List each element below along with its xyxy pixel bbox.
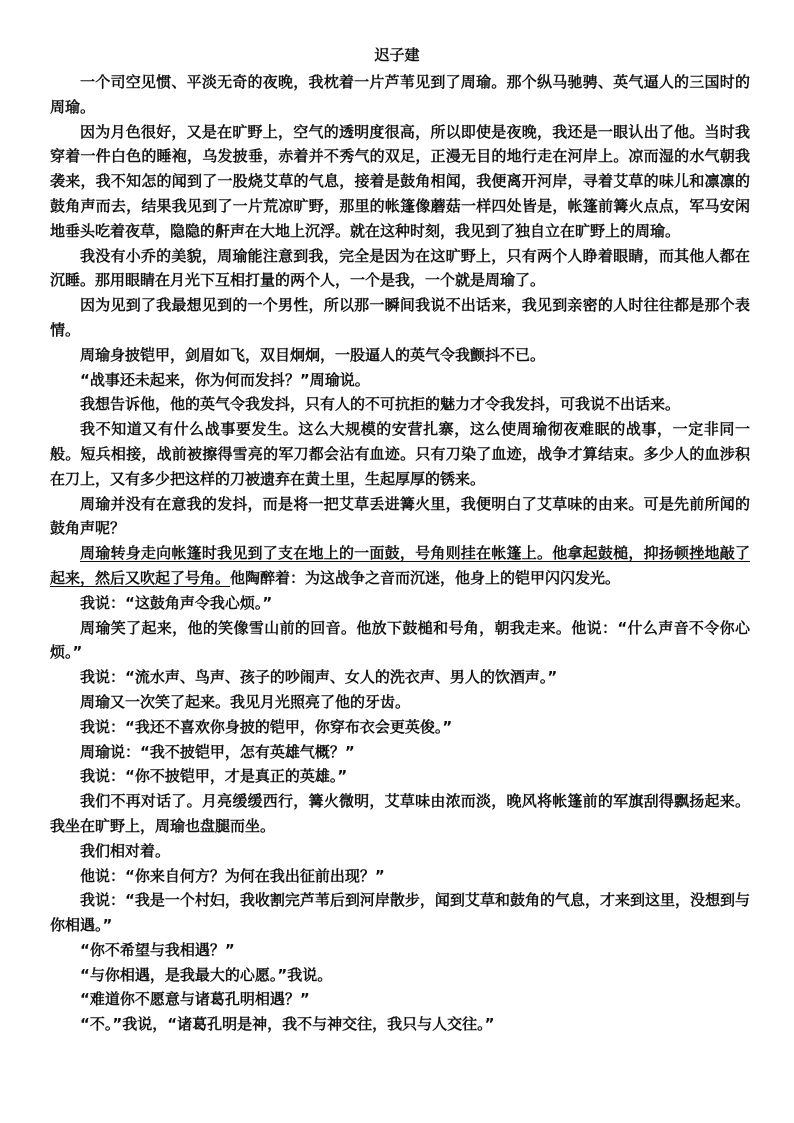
- paragraph: 因为月色很好，又是在旷野上，空气的透明度很高，所以即使是夜晚，我还是一眼认出了他。当时我穿着一件白色的睡袍，乌发披垂，赤着并不秀气的双足，正漫无目的地行走在河岸上。凉而湿的水气朝我袭来，我不知怎的闻到了一股烧艾草的气息，接着是鼓角相闻，我便离开河岸，寻着艾草的味儿和凛凛的鼓角声而去，结果我见到了一片荒凉旷野，那里的帐篷像蘑菇一样四处皆是，帐篷前篝火点点，军马安闲地垂头吃着夜草，隐隐的鼾声在大地上沉浮。就在这种时刻，我见到了独自立在旷野上的周瑜。: [50, 122, 750, 240]
- paragraph: “与你相遇，是我最大的心愿。”我说。: [80, 965, 333, 984]
- paragraph: 我说：“你不披铠甲，才是真正的英雄。”: [80, 767, 348, 786]
- paragraph: 周瑜身披铠甲，剑眉如飞，双目炯炯，一股逼人的英气令我颤抖不已。: [80, 345, 546, 364]
- paragraph: 我们相对着。: [80, 841, 171, 860]
- paragraph: 一个司空见惯、平淡无奇的夜晚，我枕着一片芦苇见到了周瑜。那个纵马驰骋、英气逼人的三国时的周瑜。: [50, 73, 750, 116]
- paragraph: 周瑜说：“我不披铠甲，怎有英雄气概？”: [80, 742, 355, 761]
- paragraph: 因为见到了我最想见到的一个男性，所以那一瞬间我说不出话来，我见到亲密的人时往往都是那个表情。: [50, 296, 750, 339]
- article-body: [50, 70, 750, 1037]
- author-name: 迟子建: [374, 46, 420, 64]
- paragraph: 我说：“这鼓角声令我心烦。”: [80, 593, 273, 612]
- paragraph-with-underline: [50, 541, 750, 591]
- paragraph: 周瑜并没有在意我的发抖，而是将一把艾草丢进篝火里，我便明白了艾草味的由来。可是先前所闻的鼓角声呢？: [50, 494, 750, 538]
- paragraph: 我想告诉他，他的英气令我发抖，只有人的不可抗拒的魅力才令我发抖，可我说不出话来。: [80, 395, 681, 414]
- paragraph: 我不知道又有什么战事要发生。这么大规模的安营扎寨，这么使周瑜彻夜难眠的战事，一定非同一般。短兵相接，战前被擦得雪亮的军刀都会沾有血迹。只有刀染了血迹，战争才算结束。多少人的血涉积在刀上，又有多少把这样的刀被遗弃在黄土里，生起厚厚的锈来。: [50, 420, 750, 488]
- paragraph: 我说：“我是一个村妇，我收割完芦苇后到河岸散步，闻到艾草和鼓角的气息，才来到这里，没想到与你相遇。”: [50, 891, 750, 935]
- paragraph: 周瑜笑了起来，他的笑像雪山前的回音。他放下鼓槌和号角，朝我走来。他说：“什么声音不令你心烦。”: [50, 618, 750, 662]
- paragraph: 我说：“流水声、鸟声、孩子的吵闹声、女人的洗衣声、男人的饮酒声。”: [80, 668, 558, 687]
- paragraph: 周瑜又一次笑了起来。我见月光照亮了他的牙齿。: [80, 692, 411, 711]
- paragraph: 我们不再对话了。月亮缓缓西行，篝火微明，艾草味由浓而淡，晚风将帐篷前的军旗刮得飘扬起来。我坐在旷野上，周瑜也盘腿而坐。: [50, 792, 750, 835]
- paragraph: 他说：“你来自何方？为何在我出征前出现？”: [80, 866, 385, 885]
- paragraph: “难道你不愿意与诸葛孔明相遇？”: [80, 990, 310, 1009]
- paragraph: “战事还未起来，你为何而发抖？”周瑜说。: [80, 370, 370, 389]
- paragraph: “不。”我说，“诸葛孔明是神，我不与神交往，我只与人交往。”: [80, 1015, 495, 1034]
- paragraph: “你不希望与我相遇？”: [80, 940, 235, 959]
- underlined-sentence: 周瑜转身走向帐篷时我见到了支在地上的一面鼓，号角则挂在帐篷上。他拿起鼓槌，抑扬顿挫地敲了起来，然后又吹起了号角。: [50, 544, 750, 587]
- paragraph: 我没有小乔的美貌，周瑜能注意到我，完全是因为在这旷野上，只有两个人睁着眼睛，而其他人都在沉睡。那用眼睛在月光下互相打量的两个人，一个是我，一个就是周瑜了。: [50, 246, 750, 290]
- paragraph: 我说：“我还不喜欢你身披的铠甲，你穿布衣会更英俊。”: [80, 717, 453, 736]
- paragraph-rest: 他陶醉着：为这战争之音而沉迷，他身上的铠甲闪闪发光。: [230, 568, 621, 587]
